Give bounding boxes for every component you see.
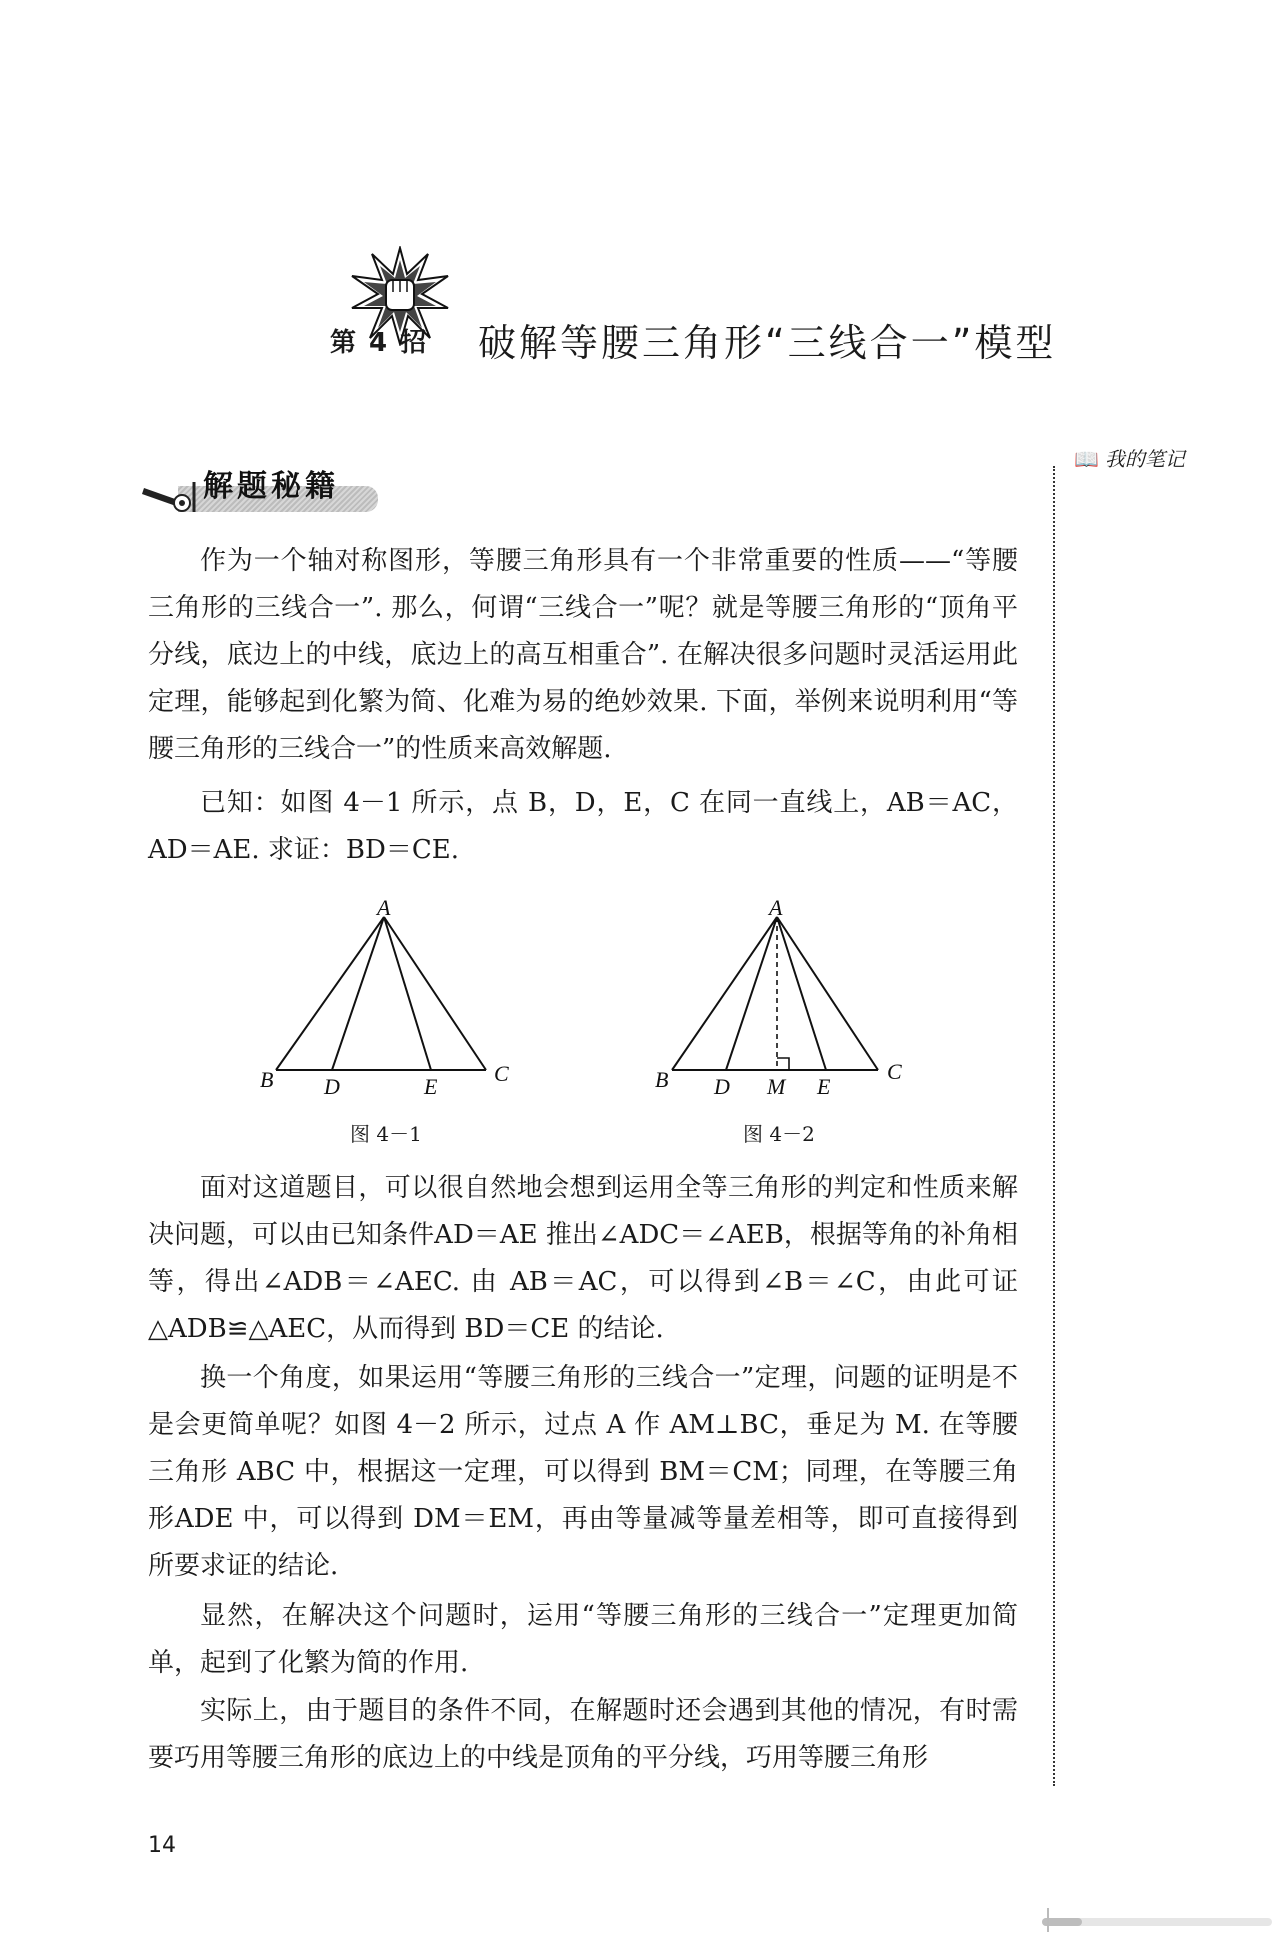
fig1-label-b: B [260,1067,274,1092]
paragraph-three-lines-method: 换一个角度，如果运用“等腰三角形的三线合一”定理，问题的证明是不是会更简单呢？如图 4－2 所示，过点 A 作 AM⊥BC，垂足为 M. 在等腰三角形 ABC 中，根据这一定理，可以得到 BM＝CM；同理，在等腰三角形ADE 中，可以得到 DM＝EM，再由等量减等量差相等，即可直接得到所要求证的结论. [148,1363,1018,1581]
fig1-label-d: D [324,1074,340,1099]
paragraph-congruence-method: 面对这道题目，可以很自然地会想到运用全等三角形的判定和性质来解决问题，可以由已知条件AD＝AE 推出∠ADC＝∠AEB，根据等角的补角相等，得出∠ADB＝∠AEC. 由 AB＝AC，可以得到∠B＝∠C，由此可证△ADB≌△AEC，从而得到 BD＝CE 的结论. [148,1173,1018,1344]
fig2-label-d: D [714,1074,730,1099]
paragraph-intro: 作为一个轴对称图形，等腰三角形具有一个非常重要的性质——“等腰三角形的三线合一”. 那么，何谓“三线合一”呢？就是等腰三角形的“顶角平分线，底边上的中线，底边上的高互相重合”. 在解决很多问题时灵活运用此定理，能够起到化繁为简、化难为易的绝妙效果. 下面，举例来说明利用“等腰三角形的三线合一”的性质来高效解题. [148,546,1018,764]
figure-4-1 [276,917,486,1070]
fig2-label-e: E [817,1074,831,1099]
paragraph-conclusion: 显然，在解决这个问题时，运用“等腰三角形的三线合一”定理更加简单，起到了化繁为简的作用. [148,1601,1018,1678]
fig2-label-b: B [655,1067,669,1092]
fig1-label-c: C [494,1061,509,1086]
figure-4-2-caption: 图 4－2 [743,1122,815,1146]
fig1-label-a: A [377,895,391,920]
chapter-title: 破解等腰三角形“三线合一”模型 [478,321,1057,365]
figures-4-1-and-4-2 [236,895,936,1155]
notes-label [1074,443,1185,472]
paragraph-problem: 已知：如图 4－1 所示，点 B，D，E，C 在同一直线上，AB＝AC，AD＝AE. 求证：BD＝CE. [148,788,1018,865]
fig2-label-m: M [767,1074,786,1099]
fig2-label-c: C [887,1059,902,1084]
notes-label-text: 我的笔记 [1104,447,1185,471]
page-scroll-indicator[interactable] [1042,1906,1272,1934]
fig1-label-e: E [424,1074,438,1099]
section-title: 解题秘籍 [203,469,339,504]
lesson-number: 第 4 招 [330,328,429,358]
fig2-label-a: A [769,895,783,920]
open-book-icon: 📖 [1074,447,1099,471]
figure-4-2 [672,917,878,1070]
page-number: 14 [148,1833,176,1858]
notes-divider [1053,466,1055,1786]
figure-4-1-caption: 图 4－1 [350,1122,422,1146]
paragraph-other-cases: 实际上，由于题目的条件不同，在解题时还会遇到其他的情况，有时需要巧用等腰三角形的底边上的中线是顶角的平分线，巧用等腰三角形 [148,1696,1018,1773]
